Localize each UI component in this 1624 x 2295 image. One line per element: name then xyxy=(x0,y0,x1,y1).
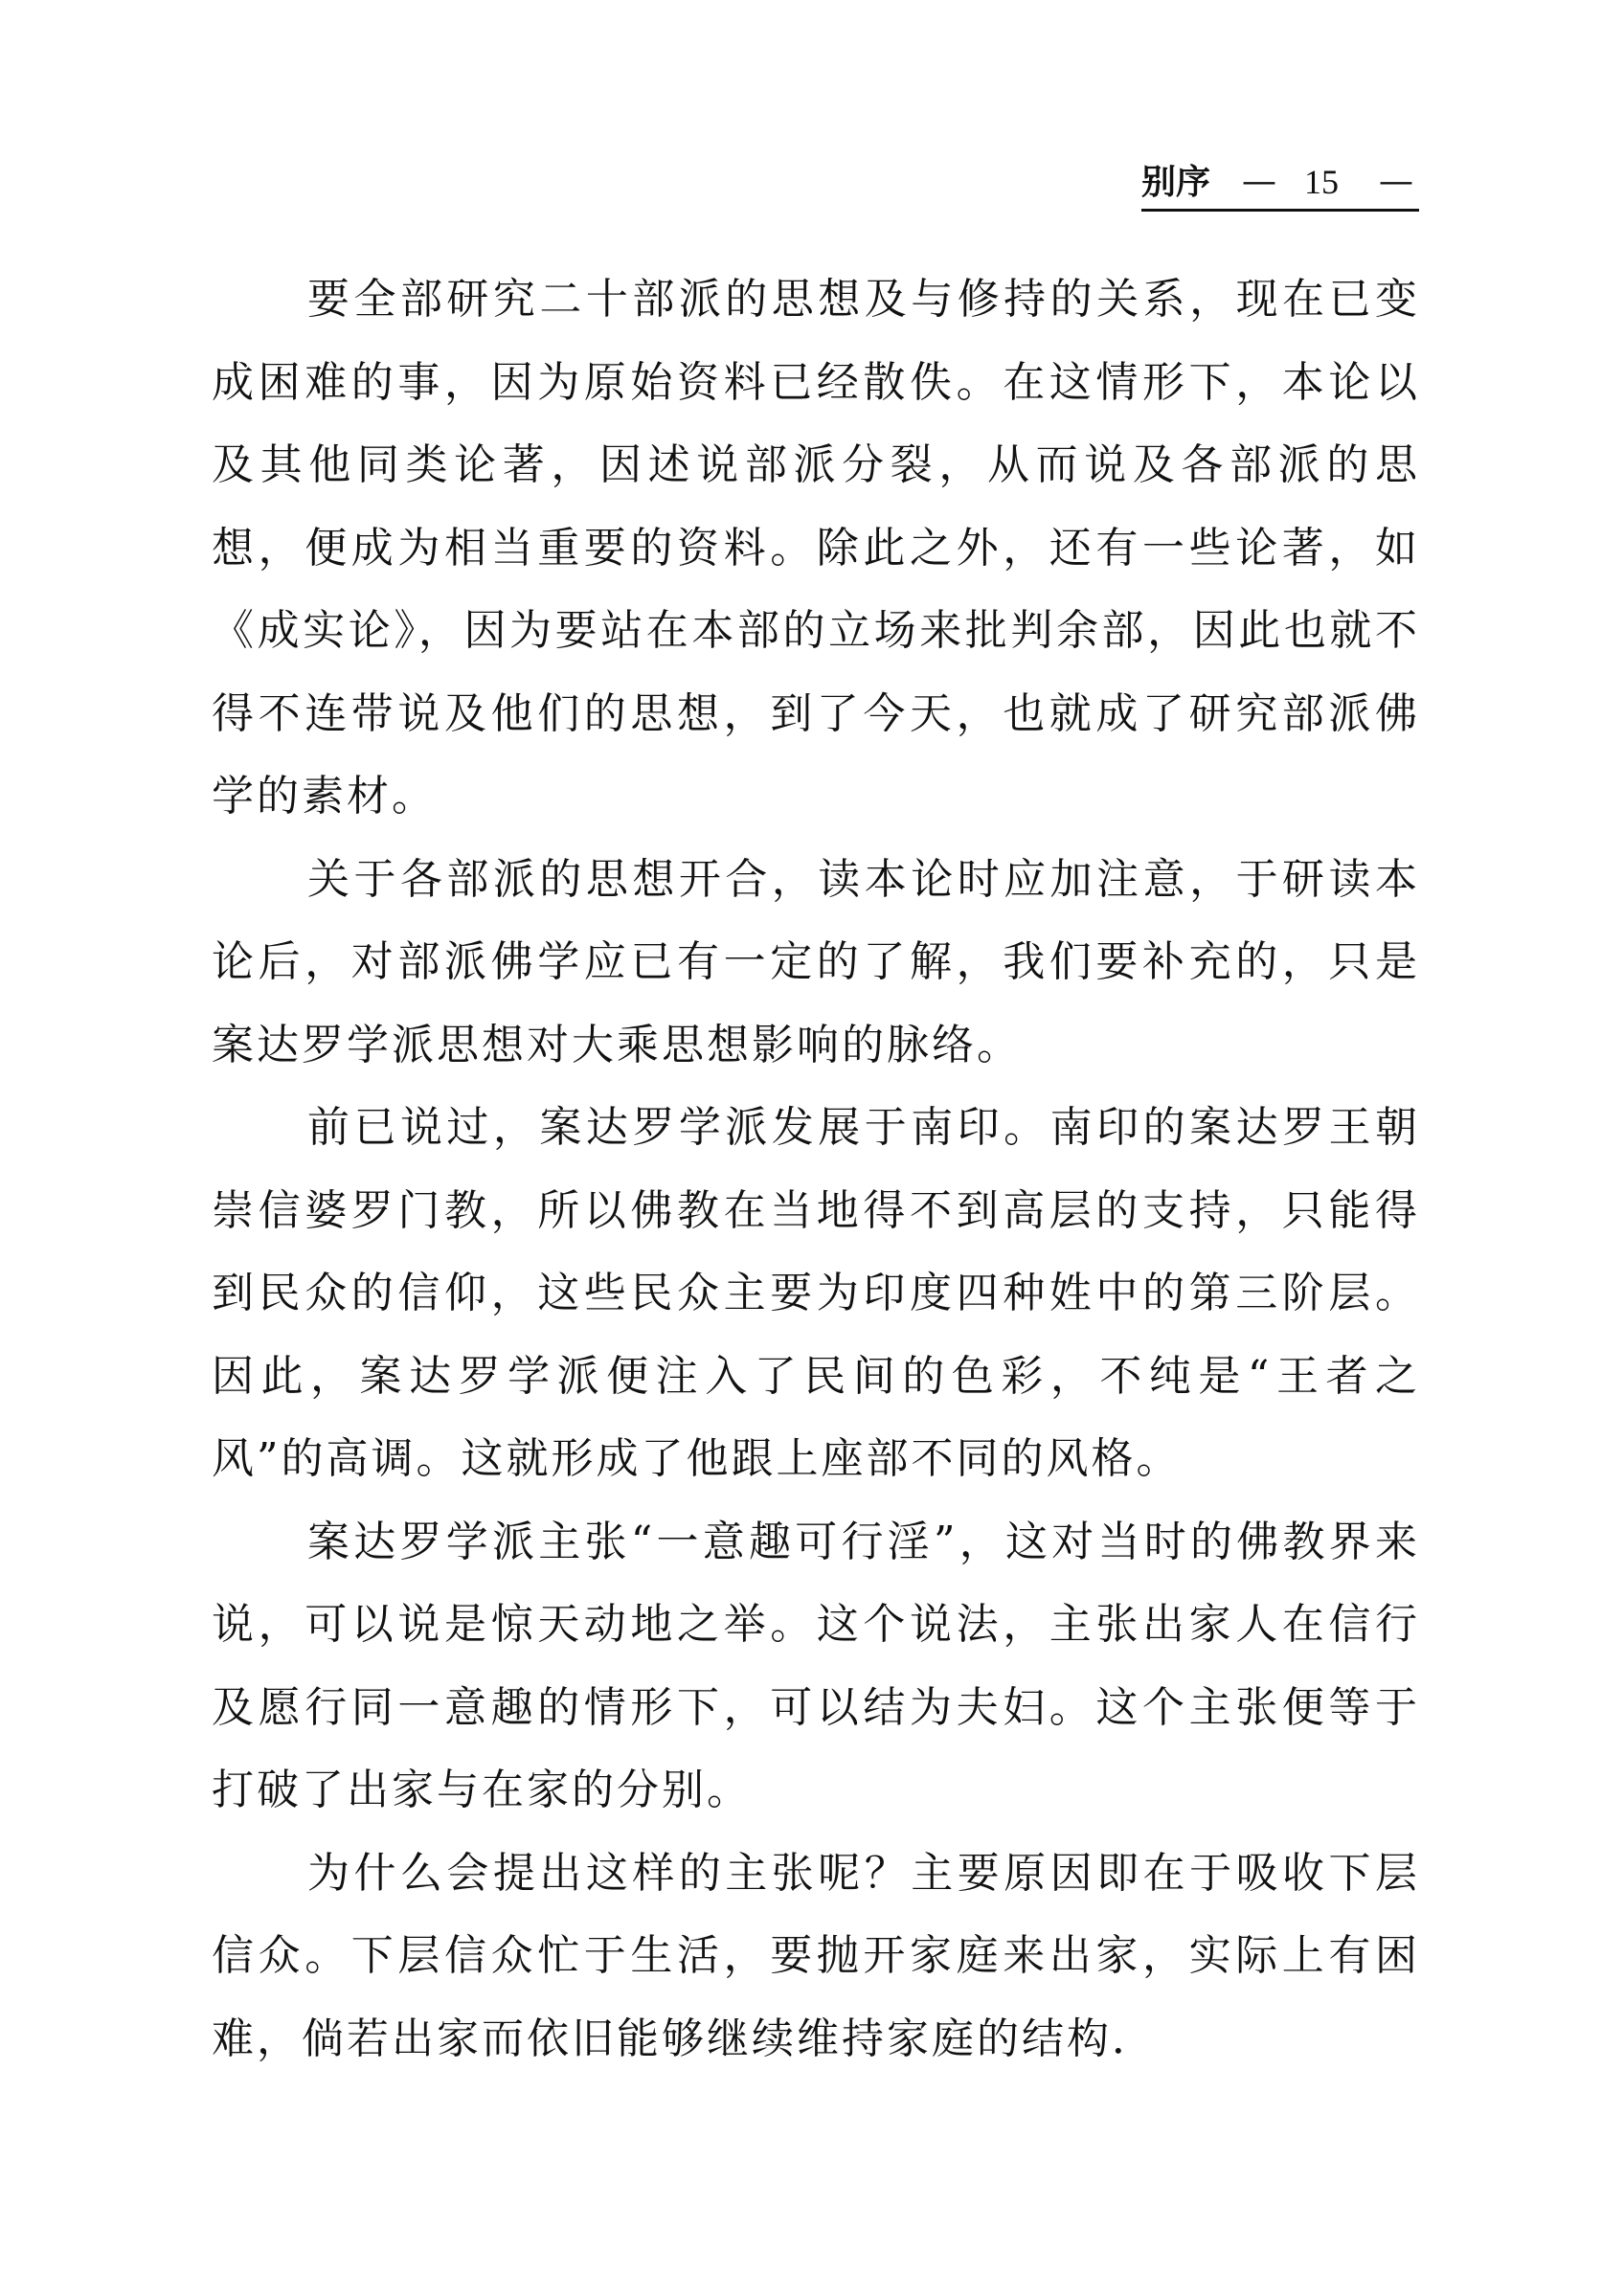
paragraph-2: 关于各部派的思想开合，读本论时应加注意，于研读本论后，对部派佛学应已有一定的了解，我们要补充的，只是案达罗学派思想对大乘思想影响的脉络。 xyxy=(212,854,1420,1069)
paragraph-1: 要全部研究二十部派的思想及与修持的关系，现在已变成困难的事，因为原始资料已经散佚。在这情形下，本论以及其他同类论著，因述说部派分裂，从而说及各部派的思想，便成为相当重要的资料。除此之外，还有一些论著，如《成实论》，因为要站在本部的立场来批判余部，因此也就不得不连带说及他们的思想，到了今天，也就成了研究部派佛学的素材。 xyxy=(212,275,1420,821)
paragraph-5: 为什么会提出这样的主张呢？主要原因即在于吸收下层信众。下层信众忙于生活，要抛开家庭来出家，实际上有困难，倘若出家而依旧能够继续维持家庭的结构． xyxy=(212,1848,1420,2063)
paragraph-4: 案达罗学派主张“一意趣可行淫”，这对当时的佛教界来说，可以说是惊天动地之举。这个说法，主张出家人在信行及愿行同一意趣的情形下，可以结为夫妇。这个主张便等于打破了出家与在家的分别。 xyxy=(212,1517,1420,1814)
body-text xyxy=(212,259,1420,2081)
page-number: 15 xyxy=(1304,163,1339,201)
header-rule xyxy=(1141,209,1419,212)
paragraph-3: 前已说过，案达罗学派发展于南印。南印的案达罗王朝崇信婆罗门教，所以佛教在当地得不到高层的支持，只能得到民众的信仰，这些民众主要为印度四种姓中的第三阶层。因此，案达罗学派便注入了民间的色彩，不纯是“王者之风”的高调。这就形成了他跟上座部不同的风格。 xyxy=(212,1103,1420,1483)
running-header xyxy=(1141,161,1419,203)
header-dash-right: — xyxy=(1379,162,1413,201)
section-title: 别序 xyxy=(1141,162,1211,202)
header-dash-left: — xyxy=(1242,162,1276,201)
